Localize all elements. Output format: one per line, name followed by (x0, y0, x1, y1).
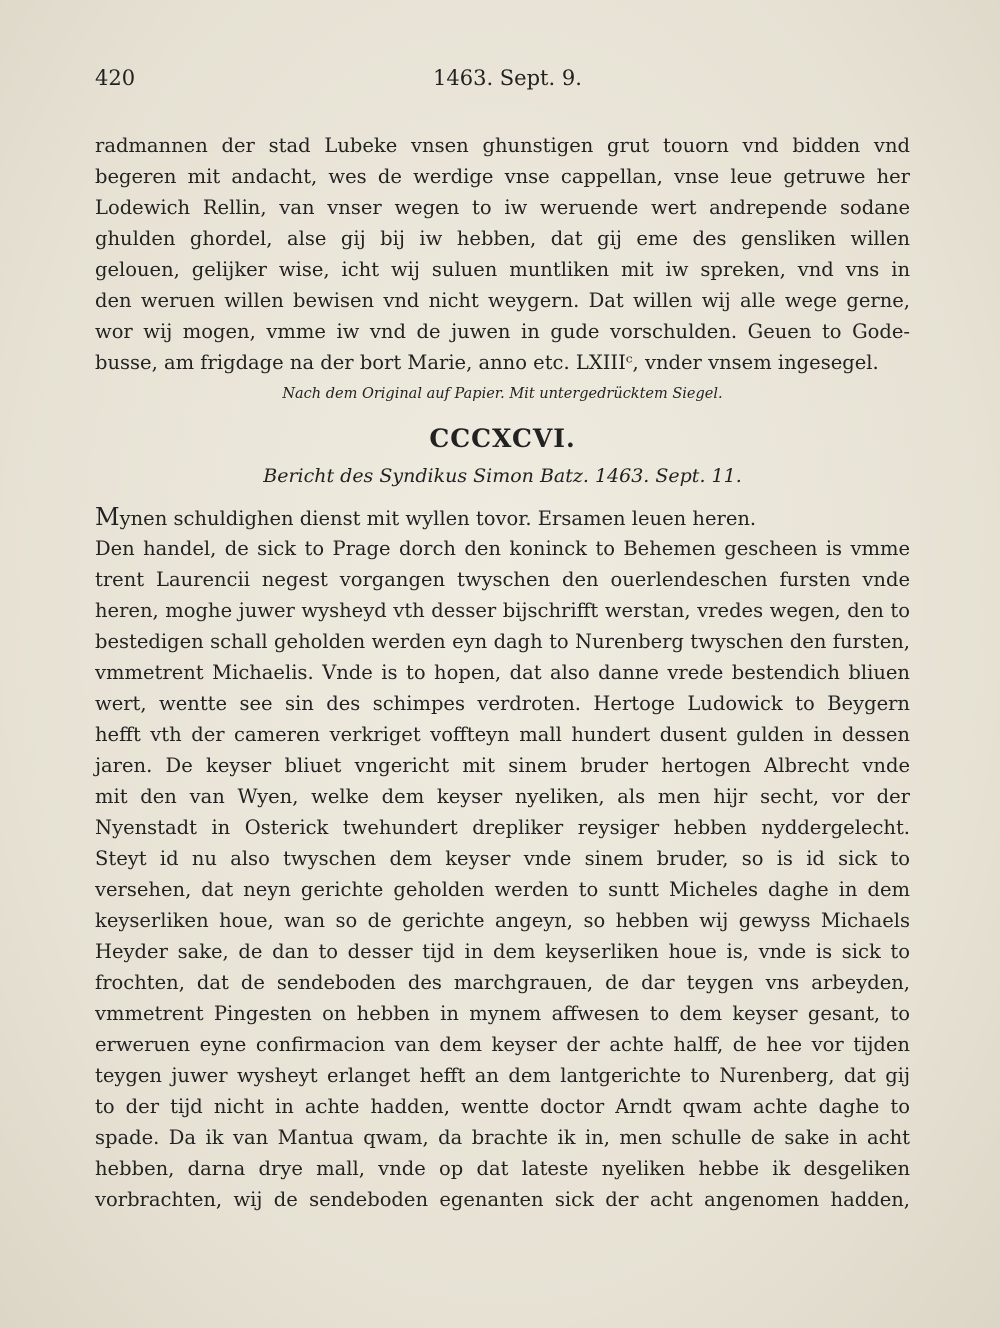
text-line: busse, am frigdage na der bort Marie, anno etc. LXIIIᶜ, vnder vnsem ingesegel. (95, 351, 879, 374)
text-line: gelouen, gelijker wise, icht wij suluen muntliken mit iw spreken, vnd vns in (95, 258, 910, 281)
report-text (95, 502, 910, 1215)
text-line: teygen juwer wysheyt erlanget hefft an dem lantgerichte to Nurenberg, dat gij (95, 1064, 910, 1087)
source-note: Nach dem Original auf Papier. Mit untergedrücktem Siegel. (282, 386, 723, 402)
text-line: vorbrachten, wij de sendeboden egenanten sick der acht angenomen hadden, (95, 1188, 910, 1211)
text-line: Den handel, de sick to Prage dorch den koninck to Behemen gescheen is vmme (95, 537, 910, 560)
text-line: hefft vth der cameren verkriget voffteyn mall hundert dusent gulden in dessen (95, 723, 910, 746)
text-line: versehen, dat neyn gerichte geholden werden to suntt Micheles daghe in dem (95, 878, 910, 901)
text-line: trent Laurencii negest vorgangen twyschen den ouerlendeschen fursten vnde (95, 568, 910, 591)
text-line: erweruen eyne confirmacion van dem keyser der achte halff, de hee vor tijden (95, 1033, 910, 1056)
text-line: vmmetrent Michaelis. Vnde is to hopen, dat also danne vrede bestendich bliuen (95, 661, 910, 684)
text-line: begeren mit andacht, wes de werdige vnse cappellan, vnse leue getruwe her (95, 165, 910, 188)
text-line (95, 502, 910, 533)
text-line: heren, moghe juwer wysheyd vth desser bijschrifft werstan, vredes wegen, den to (95, 599, 910, 622)
continued-letter-text (95, 130, 910, 378)
text-line: Heyder sake, de dan to desser tijd in dem keyserliken houe is, vnde is sick to (95, 940, 910, 963)
text-line: keyserliken houe, wan so de gerichte angeyn, so hebben wij gewyss Michaels (95, 909, 910, 932)
text-line: mit den van Wyen, welke dem keyser nyeliken, als men hijr secht, vor der (95, 785, 910, 808)
page-number: 420 (95, 66, 136, 90)
text-line: jaren. De keyser bliuet vngericht mit sinem bruder hertogen Albrecht vnde (95, 754, 910, 777)
text-line: vmmetrent Pingesten on hebben in mynem affwesen to dem keyser gesant, to (95, 1002, 910, 1025)
text-line: ghulden ghordel, alse gij bij iw hebben, dat gij eme des gensliken willen (95, 227, 910, 250)
text-line: radmannen der stad Lubeke vnsen ghunstigen grut touorn vnd bidden vnd (95, 134, 910, 157)
document-number: CCCXCVI. (429, 424, 576, 453)
text-line: frochten, dat de sendeboden des marchgrauen, de dar teygen vns arbeyden, (95, 971, 910, 994)
document-heading: Bericht des Syndikus Simon Batz. 1463. Sept. 11. (263, 465, 742, 487)
text-line: Steyt id nu also twyschen dem keyser vnde sinem bruder, so is id sick to (95, 847, 910, 870)
text-line: Nyenstadt in Osterick twehundert drepliker reysiger hebben nyddergelecht. (95, 816, 910, 839)
text-line: spade. Da ik van Mantua qwam, da brachte ik in, men schulle de sake in acht (95, 1126, 910, 1149)
text-line: den weruen willen bewisen vnd nicht weygern. Dat willen wij alle wege gerne, (95, 289, 910, 312)
text-line: wert, wentte see sin des schimpes verdroten. Hertoge Ludowick to Beygern (95, 692, 910, 715)
text-line: wor wij mogen, vmme iw vnd de juwen in gude vorschulden. Geuen to Gode- (95, 320, 910, 343)
text-line: hebben, darna drye mall, vnde op dat lateste nyeliken hebbe ik desgeliken (95, 1157, 910, 1180)
drop-cap: M (95, 503, 120, 531)
text-line: Lodewich Rellin, van vnser wegen to iw weruende wert andrepende sodane (95, 196, 910, 219)
text-line: to der tijd nicht in achte hadden, wentte doctor Arndt qwam achte daghe to (95, 1095, 910, 1118)
page-header (95, 66, 915, 94)
text-line: bestedigen schall geholden werden eyn dagh to Nurenberg twyschen den fursten, (95, 630, 910, 653)
first-line-rest: ynen schuldighen dienst mit wyllen tovor. Ersamen leuen heren. (119, 507, 757, 530)
running-head-date: 1463. Sept. 9. (433, 66, 582, 90)
